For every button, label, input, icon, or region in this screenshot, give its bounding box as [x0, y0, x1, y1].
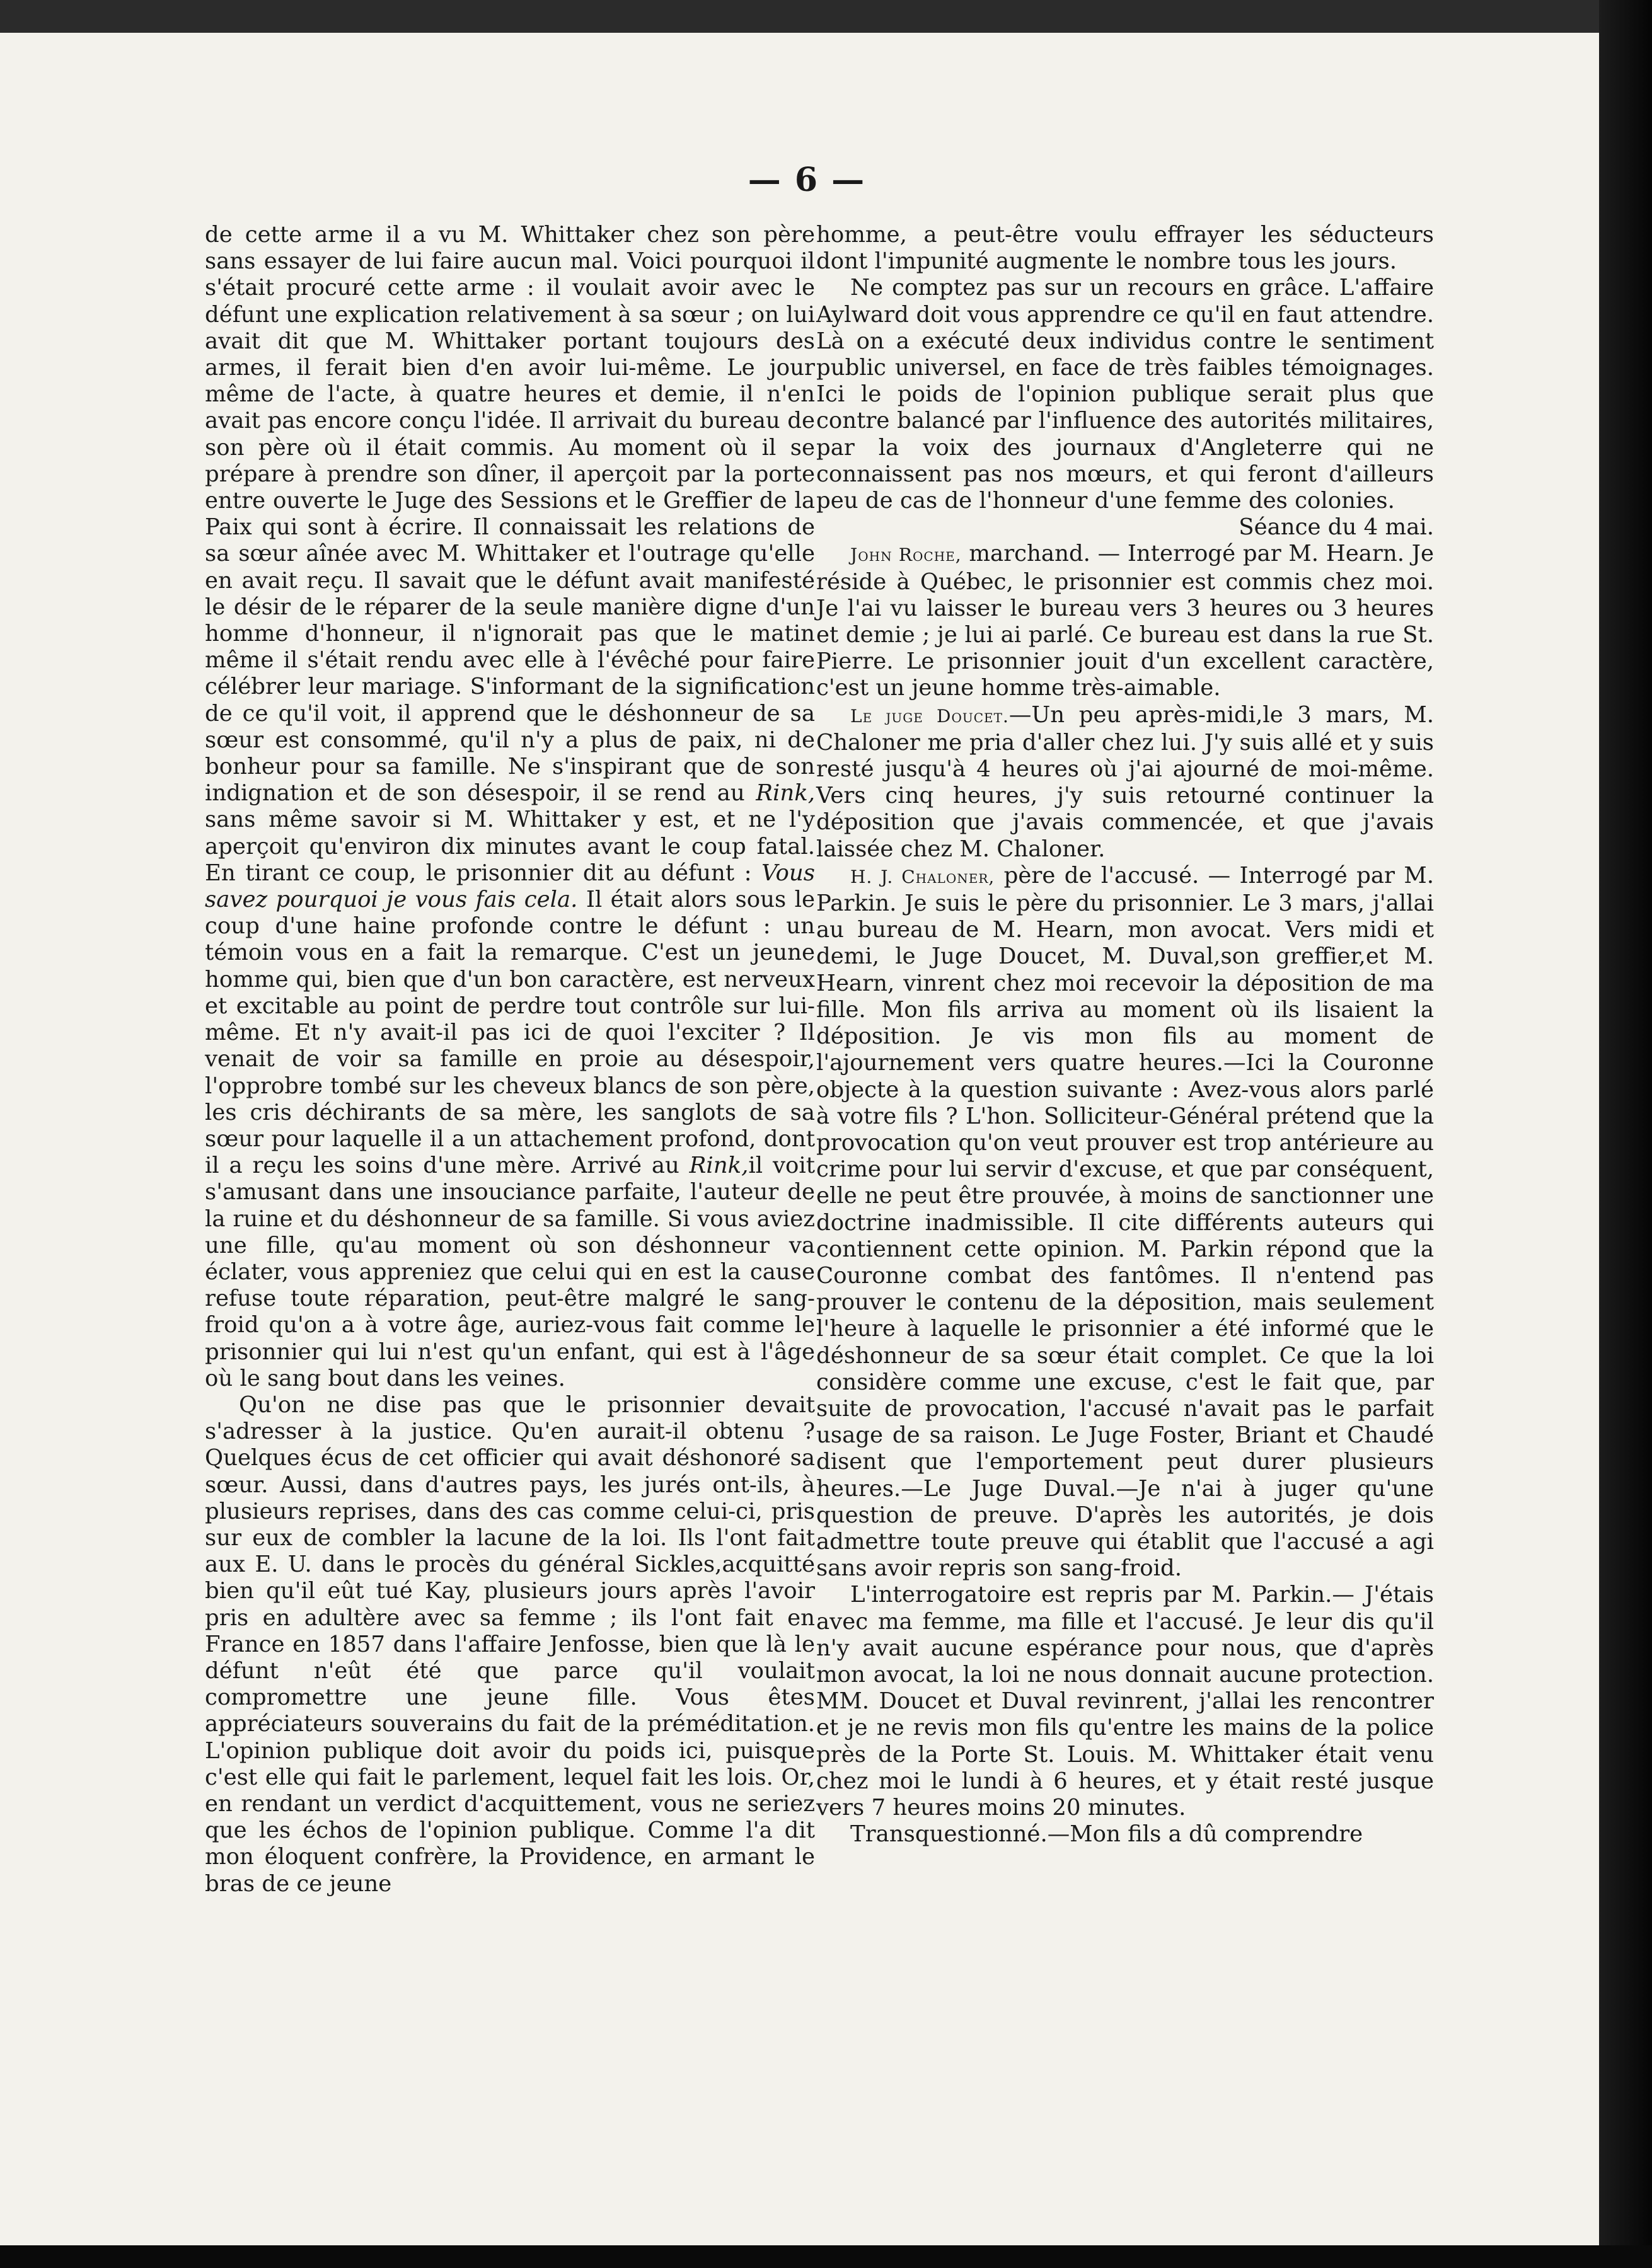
right-paragraph-transquestionne: Transquestionné.—Mon fils a dû comprendre	[850, 1821, 1363, 1848]
left-text-c: Il était alors sous le coup d'une haine profonde contre le défunt : un témoin vous en a fait la remarque. C'est un jeune homme qui, bien que d'un bon caractère, est nerveux et excitable au point de perdre tout contrôle sur lui-même. Et n'y avait-il pas ici de quoi l'exciter ? Il venait de voir sa famille en proie au désespoir, l'opprobre tombé sur les cheveux blancs de son père, les cris déchirants de sa mère, les sanglots de sa sœur pour laquelle il a un attachement profond, dont il a reçu les soins d'une mère. Arrivé au	[205, 887, 815, 1179]
session-heading: Séance du 4 mai.	[1239, 514, 1434, 541]
scan-right-edge	[1599, 0, 1652, 2268]
testimony-chaloner	[816, 863, 1434, 1582]
left-text-a: de cette arme il a vu M. Whittaker chez son père sans essayer de lui faire aucun mal. Voici pourquoi il s'était procuré cette arme : il voulait avoir avec le défunt une explication relativement à sa sœur ; on lui avait dit que M. Whittaker portant toujours des armes, il ferait bien d'en avoir lui-même. Le jour même de l'acte, à quatre heures et demie, il n'en avait pas encore conçu l'idée. Il arrivait du bureau de son père où il était commis. Au moment où il se prépare à prendre son dîner, il aperçoit par la porte entre ouverte le Juge des Sessions et le Greffier de la Paix qui sont à écrire. Il connaissait les relations de sa sœur aînée avec M. Whittaker et l'outrage qu'elle en avait reçu. Il savait que le défunt avait manifesté le désir de le réparer de la seule manière digne d'un homme d'honneur, il n'ignorait pas que le matin même il s'était rendu avec elle à l'évêché pour faire célébrer leur mariage. S'informant de la signification de ce qu'il voit, il apprend que le déshonneur de sa sœur est consommé, qu'il n'y a plus de paix, ni de bonheur pour sa famille. Ne s'inspirant que de son indignation et de son désespoir, il se rend au	[205, 222, 815, 807]
doucet-text: —Un peu après-midi,le 3 mars, M. Chaloner me pria d'aller chez lui. J'y suis allé et y suis resté jusqu'à 4 heures où j'ai ajourné de moi-même. Vers cinq heures, j'y suis retourné continuer la déposition que j'avais commencée, et que j'avais laissée chez M. Chaloner.	[816, 701, 1434, 862]
testimony-roche	[816, 541, 1434, 701]
speaker-chaloner: H. J. Chaloner,	[850, 866, 995, 887]
left-emph-quote: Vous savez pourquoi je vous fais cela.	[205, 860, 815, 913]
left-column	[205, 222, 815, 1897]
left-paragraph-2: Qu'on ne dise pas que le prisonnier devait s'adresser à la justice. Qu'en aurait-il obtenu ? Quelques écus de cet officier qui avait déshonoré sa sœur. Aussi, dans d'autres pays, les jurés ont-ils, à plusieurs reprises, dans des cas comme celui-ci, pris sur eux de combler la lacune de la loi. Ils l'ont fait aux E. U. dans le procès du général Sickles,acquitté bien qu'il eût tué Kay, plusieurs jours après l'avoir pris en adultère avec sa femme ; ils l'ont fait en France en 1857 dans l'affaire Jenfosse, bien que là le défunt n'eût été que parce qu'il voulait compromettre une jeune fille. Vous êtes appréciateurs souverains du fait de la préméditation. L'opinion publique doit avoir du poids ici, puisque c'est elle qui fait le parlement, lequel fait les lois. Or, en rendant un verdict d'acquittement, vous ne seriez que les échos de l'opinion publique. Comme l'a dit mon éloquent confrère, la Providence, en armant le bras de ce jeune	[205, 1391, 815, 1897]
chaloner-text: père de l'accusé. — Interrogé par M. Parkin. Je suis le père du prisonnier. Le 3 mars, j'allai au bureau de M. Hearn, mon avocat. Vers midi et demi, le Juge Doucet, M. Duval,son greffier,et M. Hearn, vinrent chez moi recevoir la déposition de ma fille. Mon fils arriva au moment où ils lisaient la déposition. Je vis mon fils au moment de l'ajournement vers quatre heures.—Ici la Couronne objecte à la question suivante : Avez-vous alors parlé à votre fils ? L'hon. Solliciteur-Général prétend que la provocation qu'on veut prouver est trop antérieure au crime pour lui servir d'excuse, et que par conséquent, elle ne peut être prouvée, à moins de sanctionner une doctrine inadmissible. Il cite différents auteurs qui contiennent cette opinion. M. Parkin répond que la Couronne combat des fantômes. Il n'entend pas prouver le contenu de la déposition, mais seulement l'heure à laquelle le prisonnier a été informé que le déshonneur de sa sœur était complet. Ce que la loi considère comme une excuse, c'est le fait que, par suite de provocation, l'accusé n'avait pas le parfait usage de sa raison. Le Juge Foster, Briant et Chaudé disent que l'emportement peut durer plusieurs heures.—Le Juge Duval.—Je n'ai à juger qu'une question de preuve. D'après les autorités, je dois admettre toute preuve qui établit que l'accusé a agi sans avoir repris son sang-froid.	[816, 862, 1434, 1582]
right-paragraph-2: Ne comptez pas sur un recours en grâce. L'affaire Aylward doit vous apprendre ce qu'il en faut attendre. Là on a exécuté deux individus contre le sentiment public universel, en face de très faibles témoignages. Ici le poids de l'opinion publique serait plus que contre balancé par l'influence des autorités militaires, par la voix des journaux d'Angleterre qui ne connaissent pas nos mœurs, et qui feront d'ailleurs peu de cas de l'honneur d'une femme des colonies.	[816, 275, 1434, 514]
left-emph-rink-2: Rink,	[689, 1153, 749, 1179]
right-column	[816, 222, 1434, 1848]
speaker-doucet: Le juge Doucet.	[850, 705, 1009, 727]
scan-top-edge	[0, 0, 1652, 33]
roche-text: marchand. — Interrogé par M. Hearn. Je réside à Québec, le prisonnier est commis chez moi. Je l'ai vu laisser le bureau vers 3 heures ou 3 heures et demie ; je lui ai parlé. Ce bureau est dans la rue St. Pierre. Le prisonnier jouit d'un excellent caractère, c'est un jeune homme très-aimable.	[816, 541, 1435, 701]
left-text-d: il voit s'amusant dans une insouciance parfaite, l'auteur de la ruine et du déshonneur de sa famille. Si vous aviez une fille, qu'au moment où son déshonneur va éclater, vous appreniez que celui qui en est la cause refuse toute réparation, peut-être malgré le sang-froid qu'on a à votre âge, auriez-vous fait comme le prisonnier qui lui n'est qu'un enfant, qui est à l'âge où le sang bout dans les veines.	[205, 1153, 815, 1391]
speaker-roche: John Roche,	[850, 544, 962, 566]
testimony-doucet	[816, 702, 1434, 863]
left-emph-rink-1: Rink,	[756, 780, 815, 807]
right-paragraph-1: homme, a peut-être voulu effrayer les séducteurs dont l'impunité augmente le nombre tous les jours.	[816, 222, 1434, 275]
scan-bottom-edge	[0, 2245, 1652, 2268]
page-number: — 6 —	[748, 161, 866, 199]
right-paragraph-interrogatoire: L'interrogatoire est repris par M. Parkin.— J'étais avec ma femme, ma fille et l'accusé. Je leur dis qu'il n'y avait aucune espérance pour nous, que d'après mon avocat, la loi ne nous donnait aucune protection. MM. Doucet et Duval revinrent, j'allai les rencontrer et je ne revis mon fils qu'entre les mains de la police près de la Porte St. Louis. M. Whittaker était venu chez moi le lundi à 6 heures, et y était resté jusque vers 7 heures moins 20 minutes.	[816, 1582, 1434, 1821]
left-text-b: sans même savoir si M. Whittaker y est, et ne l'y aperçoit qu'environ dix minutes avant le coup fatal. En tirant ce coup, le prisonnier dit au défunt :	[205, 807, 815, 886]
left-paragraph-1	[205, 222, 815, 1392]
